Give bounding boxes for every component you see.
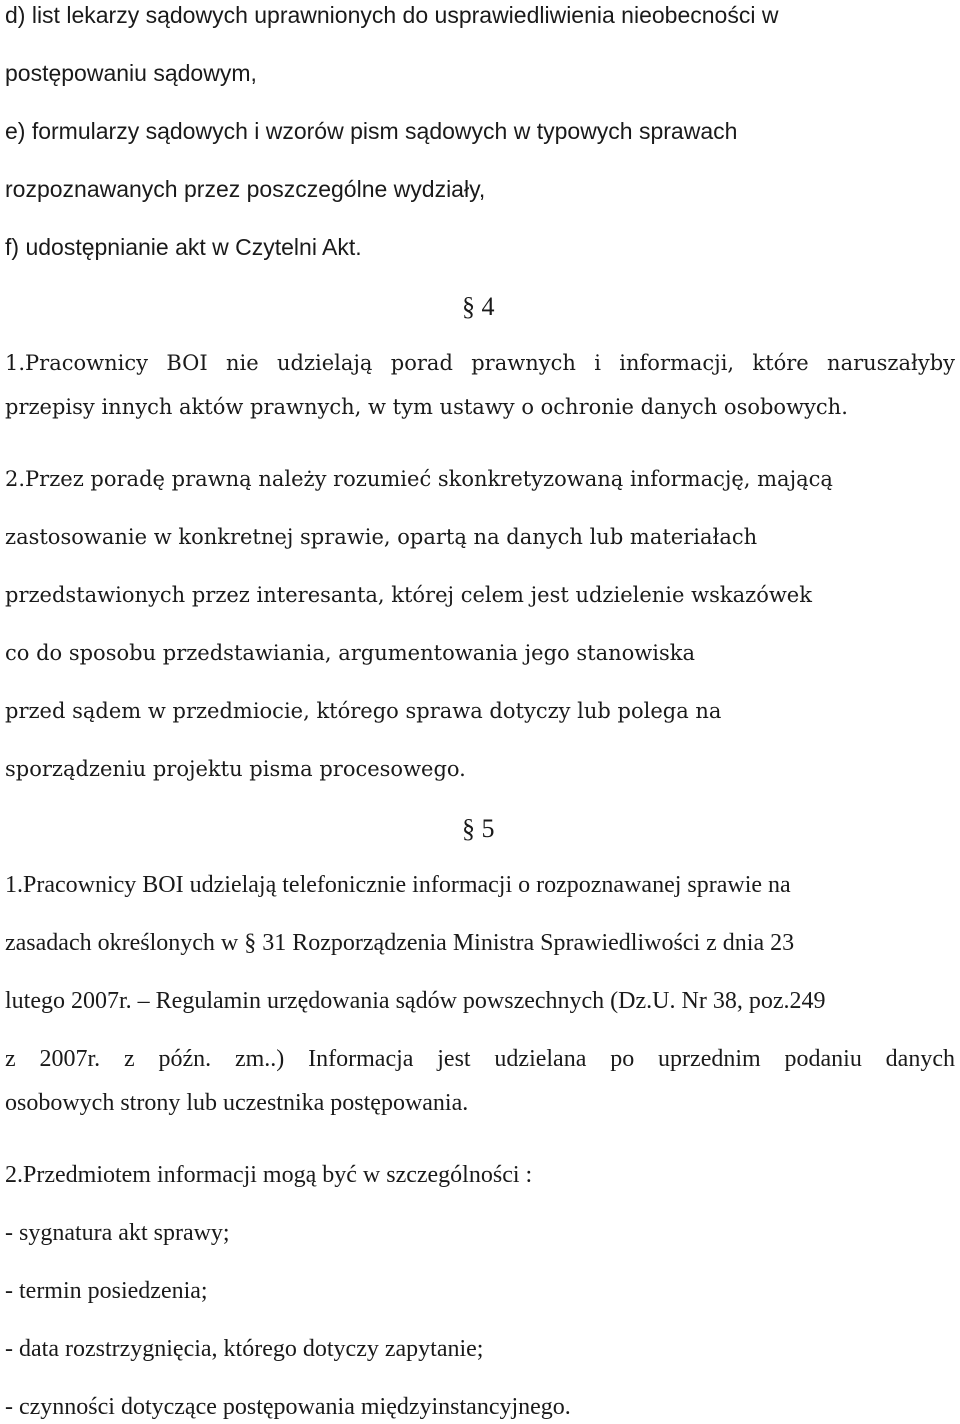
- list-item-f: f) udostępnianie akt w Czytelni Akt.: [5, 234, 362, 260]
- section-5-paragraph-1-line: osobowych strony lub uczestnika postępowania.: [5, 1090, 469, 1116]
- section-5-paragraph-1-line: 1.Pracownicy BOI udzielają telefonicznie informacji o rozpoznawanej sprawie na: [5, 872, 791, 898]
- section-4-heading: § 4: [462, 292, 495, 321]
- list-item-e-line-1: e) formularzy sądowych i wzorów pism sądowych w typowych sprawach: [5, 118, 738, 144]
- section-4-paragraph-2-line: przed sądem w przedmiocie, którego sprawa dotyczy lub polega na: [5, 699, 722, 723]
- list-item-d-line-1: d) list lekarzy sądowych uprawnionych do usprawiedliwienia nieobecności w: [5, 2, 779, 28]
- section-5-paragraph-1-line: lutego 2007r. – Regulamin urzędowania sądów powszechnych (Dz.U. Nr 38, poz.249: [5, 988, 826, 1014]
- section-5-list-item: - czynności dotyczące postępowania międzyinstancyjnego.: [5, 1394, 571, 1420]
- section-5-list-item: - data rozstrzygnięcia, którego dotyczy zapytanie;: [5, 1336, 484, 1362]
- section-4-paragraph-1-line-1: 1.Pracownicy BOI nie udzielają porad prawnych i informacji, które naruszałyby: [5, 351, 955, 375]
- section-5-paragraph-1-line: z 2007r. z późn. zm..) Informacja jest udzielana po uprzednim podaniu danych: [5, 1046, 955, 1072]
- section-5-paragraph-1-line: zasadach określonych w § 31 Rozporządzenia Ministra Sprawiedliwości z dnia 23: [5, 930, 795, 956]
- section-5-heading: § 5: [462, 814, 495, 843]
- section-4-paragraph-2-line: co do sposobu przedstawiania, argumentowania jego stanowiska: [5, 641, 695, 665]
- section-5-list-item: - termin posiedzenia;: [5, 1278, 208, 1304]
- section-4-paragraph-2-line: przedstawionych przez interesanta, której celem jest udzielenie wskazówek: [5, 583, 812, 607]
- list-item-d-line-2: postępowaniu sądowym,: [5, 60, 257, 86]
- section-4-paragraph-2-line: 2.Przez poradę prawną należy rozumieć skonkretyzowaną informację, mającą: [5, 467, 833, 491]
- section-5-list-item: - sygnatura akt sprawy;: [5, 1220, 230, 1246]
- section-5-paragraph-2-intro: 2.Przedmiotem informacji mogą być w szczególności :: [5, 1162, 533, 1188]
- section-4-paragraph-1-line-2: przepisy innych aktów prawnych, w tym ustawy o ochronie danych osobowych.: [5, 395, 848, 419]
- section-4-paragraph-2-line: sporządzeniu projektu pisma procesowego.: [5, 757, 466, 781]
- section-4-paragraph-2-line: zastosowanie w konkretnej sprawie, opartą na danych lub materiałach: [5, 525, 758, 549]
- list-item-e-line-2: rozpoznawanych przez poszczególne wydziały,: [5, 176, 486, 202]
